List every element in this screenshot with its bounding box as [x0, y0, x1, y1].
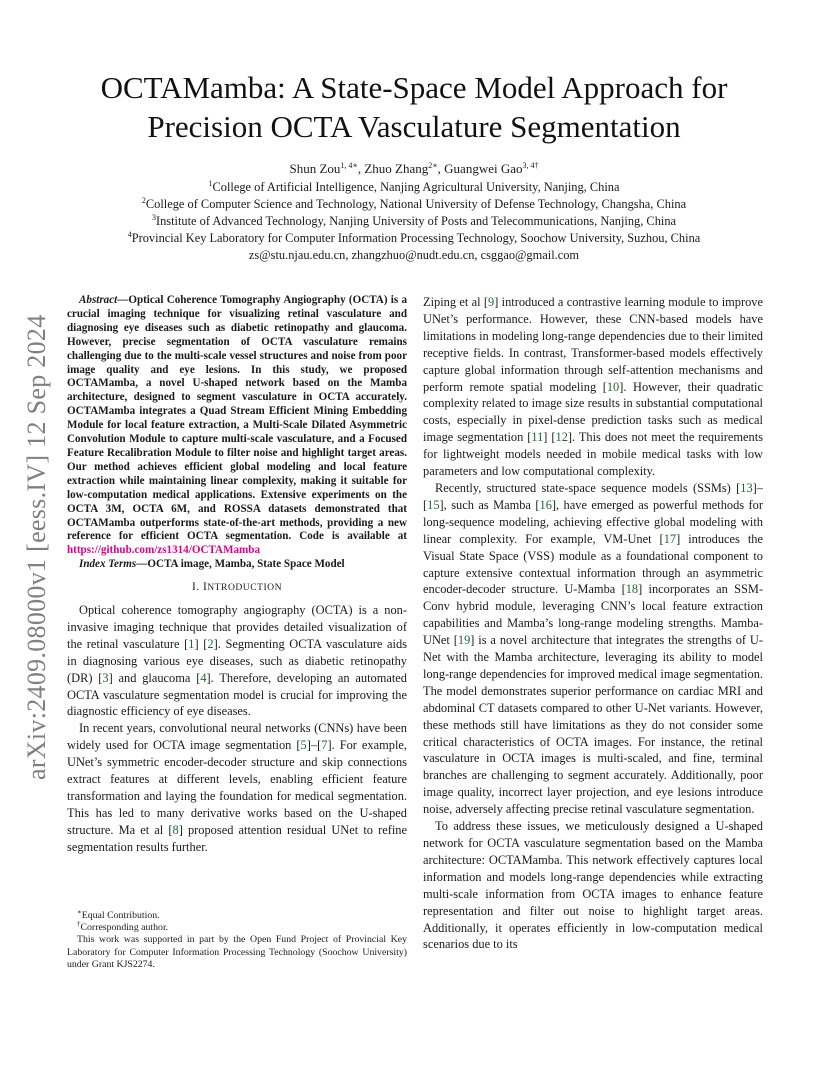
author-mark: 3, 4†: [522, 161, 539, 170]
code-link[interactable]: https://github.com/zs1314/OCTAMamba: [67, 544, 261, 557]
footnote: †Corresponding author.: [77, 920, 169, 934]
text-run: . This does not meet the requirements for lightweight models needed in mobile medical tasks with low parameters and low computational complexity.: [423, 430, 763, 479]
affiliation-text: College of Artificial Intelligence, Nanjing Agricultural University, Nanjing, China: [212, 180, 620, 194]
paper-title: [40, 68, 788, 146]
abstract-body: —Optical Coherence Tomography Angiography (OCTA) is a crucial imaging technique for visualizing retinal vasculature and diagnosing eye diseases such as diabetic retinopathy and glaucoma. However, precise segmentation of OCTA vasculature remains challenging due to the multi-scale vessel structures and noise from poor image quality and eye lesions. In this study, we proposed OCTAMamba, a novel U-shaped network based on the Mamba architecture, designed to segment vasculature in OCTA accurately. OCTAMamba integrates a Quad Stream Efficient Mining Embedding Module for local feature extraction, a Multi-Scale Dilated Asymmetric Convolution Module to capture multi-scale vasculature, and a Focused Feature Recalibration Module to filter noise and highlight target areas. Our method achieves efficient global modeling and local feature extraction while maintaining linear complexity, making it suitable for low-computation medical applications. Extensive experiments on the OCTA 3M, OCTA 6M, and ROSSA datasets demonstrated that OCTAMamba outperforms state-of-the-art methods, providing a new reference for efficient OCTA segmentation. Code is available at: [67, 294, 407, 543]
text-run: incorporates an SSM-Conv hybrid module, leveraging CNN’s local feature extraction capabilities and Mamba’s long-range modeling strengths. Mamba-UNet: [423, 582, 764, 648]
text-run: . Segmenting OCTA vasculature aids in diagnosing various eye diseases, such as diabetic retinopathy (DR): [67, 636, 407, 685]
citation[interactable]: [5]: [296, 738, 311, 753]
text-run: Recently, structured state-space sequence models (SSMs): [435, 480, 737, 495]
citation[interactable]: [9]: [483, 295, 499, 309]
author-mark: 2∗: [428, 161, 438, 170]
text-run: Ziping et al: [423, 295, 484, 309]
left-column: [67, 294, 407, 856]
footnotes: [67, 910, 407, 971]
text-run: . However, their quadratic complexity related to image size results in substantial computational costs, especially in pixel-dense prediction tasks such as medical image segmentation: [423, 379, 763, 445]
citation[interactable]: [3]: [98, 670, 113, 685]
text-run: In recent years, convolutional neural networks (CNNs) have been widely used for OCTA image segmentation: [67, 721, 407, 753]
footnote: ∗Equal Contribution.: [77, 908, 160, 921]
author-name: Shun Zou: [289, 161, 341, 176]
paragraph: To address these issues, we meticulously designed a U-shaped network for OCTA vasculature segmentation based on the Mamba architecture: OCTAMamba. This network effectively captures local information and models long-range dependencies while extracting multi-scale information from OCTA images to enhance feature representation and filter out noise to highlight target areas. Additionally, it operates efficiently in low-computation medical scenarios due to its: [423, 819, 763, 952]
author-emails: zs@stu.njau.edu.cn, zhangzhuo@nudt.edu.cn, csggao@gmail.com: [248, 248, 580, 262]
paragraph: [67, 602, 407, 720]
citation[interactable]: [2]: [203, 636, 218, 651]
affiliation-number: 1: [208, 179, 213, 188]
section-title-rest: NTRODUCTION: [207, 582, 283, 594]
affiliation: [40, 213, 788, 230]
abstract: [67, 294, 407, 558]
section-number: I.: [191, 581, 203, 594]
citation[interactable]: [12]: [551, 430, 573, 445]
text-run: , have emerged as powerful methods for long-sequence modeling, achieving effective global modeling with linear complexity. For example, VM-Unet: [423, 497, 763, 546]
affiliation-text: College of Computer Science and Technology, National University of Defense Technology, Changsha, China: [145, 197, 687, 211]
title-line-2: Precision OCTA Vasculature Segmentation: [147, 109, 681, 144]
affiliation-text: Institute of Advanced Technology, Nanjing University of Posts and Telecommunications, Nanjing, China: [155, 214, 677, 228]
abstract-label: Abstract: [79, 294, 118, 306]
text-run: introduces the Visual State Space (VSS) module as a foundational component to capture extensive contextual information through an asymmetric encoder-decoder structure. U-Mamba: [423, 531, 763, 597]
affiliation: [40, 179, 788, 196]
index-terms-body: —OCTA image, Mamba, State Space Model: [136, 558, 345, 571]
right-column: [423, 294, 763, 953]
paragraph: [423, 294, 763, 480]
paragraph: In recent years, convolutional neural networks (CNNs) have been widely used for OCTA image segmentation [5]–[7]. For example, UNet’s symmetric encoder-decoder structure and skip connections extract features at different levels, enabling efficient feature transformation and laying the foundation for medical segmentation. This has led to many derivative works based on the U-shaped structure. Ma et al [8] proposed attention residual UNet to refine segmentation results further.: [67, 721, 407, 854]
affiliation-number: 4: [127, 230, 132, 239]
footnote-funding: This work was supported in part by the Open Fund Project of Provincial Key Laboratory for Computer Information Processing Technology (Soochow University) under Grant KJS2274.: [67, 934, 407, 970]
text-run: is a novel architecture that integrates the strengths of U-Net with the Mamba architecture, leveraging its ability to model long-range dependencies for improved medical image segmentation. The model demonstrates superior performance on cardiac MRI and abdominal CT datasets compared to other U-Net variants. However, these methods still have limitations as they do not consider some critical characteristics of OCTA images. For instance, the retinal vasculature in OCTA images is multi-scaled, and fine, terminal branches are challenging to segment accurately. Additionally, poor image quality, incorrect layer projection, and eye lesions introduce noise, adversely affecting precise retinal vasculature segmentation.: [423, 633, 764, 817]
citation[interactable]: [10]: [602, 379, 624, 394]
citation[interactable]: [17]: [659, 531, 681, 546]
index-terms: [67, 558, 407, 572]
text-run: proposed attention residual UNet to refine segmentation results further.: [67, 822, 407, 854]
text-run: , such as Mamba: [443, 497, 536, 512]
text-run: and glaucoma: [112, 670, 197, 685]
section-heading-introduction: [67, 579, 407, 597]
citation[interactable]: [13]: [736, 480, 757, 495]
citation[interactable]: [19]: [453, 633, 475, 648]
index-terms-label: Index Terms: [79, 558, 137, 571]
author-mark: 1, 4∗: [340, 161, 358, 170]
paragraph: Recently, structured state-space sequence models (SSMs) [13]–[15], such as Mamba [16], have emerged as powerful methods for long-sequence modeling, achieving effective global modeling with linear complexity. For example, VM-Unet [17] introduces the Visual State Space (VSS) module as a foundational component to capture extensive contextual information through an asymmetric encoder-decoder structure. U-Mamba [18] incorporates an SSM-Conv hybrid module, leveraging CNN’s local feature extraction capabilities and Mamba’s long-range modeling strengths. Mamba-UNet [19] is a novel architecture that integrates the strengths of U-Net with the Mamba architecture, leveraging its ability to model long-range dependencies for improved medical image segmentation. The model demonstrates superior performance on cardiac MRI and abdominal CT datasets compared to other U-Net variants. However, these methods still have limitations as they do not consider some critical characteristics of OCTA images. For instance, the retinal vasculature in OCTA images is multi-scaled, and fine, terminal branches are challenging to segment accurately. Additionally, poor image quality, incorrect layer projection, and eye lesions introduce noise, adversely affecting precise retinal vasculature segmentation.: [423, 480, 764, 817]
affiliation-text: Provincial Key Laboratory for Computer Information Processing Technology, Soochow University, Suzhou, China: [131, 231, 701, 245]
author-name: Guangwei Gao: [444, 161, 523, 176]
affiliation-number: 2: [141, 196, 146, 205]
citation[interactable]: [15]: [423, 497, 444, 512]
title-line-1: OCTAMamba: A State-Space Model Approach for: [100, 70, 728, 105]
citation[interactable]: [16]: [535, 497, 557, 512]
author-list: Shun Zou$^{1, 4∗}$, Zhuo Zhang$^{2∗}$, Guangwei Gao$^{3, 4\dagger}$: [289, 161, 539, 176]
affiliation-number: 3: [151, 213, 156, 222]
text-run: introduced a contrastive learning module to improve UNet’s performance. However, these CNN-based models have limitations in modeling long-range dependencies due to their limited receptive fields. In contrast, Transformer-based models effectively capture global information through self-attention mechanisms and perform remote spatial modeling: [423, 295, 763, 394]
affiliation: [40, 196, 788, 213]
citation[interactable]: [4]: [196, 670, 211, 685]
arxiv-identifier: arXiv:2409.08000v1 [eess.IV] 12 Sep 2024: [22, 314, 51, 780]
citation[interactable]: [11]: [527, 430, 548, 445]
text-run: Optical coherence tomography angiography (OCTA) is a non-invasive imaging technique that provides detailed visualization of the retinal vasculature: [67, 603, 407, 651]
section-title-initial: I: [202, 581, 208, 594]
citation[interactable]: [8]: [168, 822, 183, 837]
text-run: . For example, UNet’s symmetric encoder-decoder structure and skip connections extract features at different levels, enabling efficient feature transformation and laying the foundation for medical segmentation. This has led to many derivative works based on the U-shaped structure. Ma et al: [67, 738, 407, 837]
citation[interactable]: [18]: [621, 582, 643, 597]
citation[interactable]: [1]: [184, 636, 199, 651]
text-run: . Therefore, developing an automated OCTA vasculature segmentation model is crucial for improving the diagnostic efficiency of eye diseases.: [67, 670, 407, 719]
author-name: Zhuo Zhang: [364, 161, 429, 176]
citation[interactable]: [7]: [317, 738, 332, 753]
affiliation: [40, 230, 788, 247]
